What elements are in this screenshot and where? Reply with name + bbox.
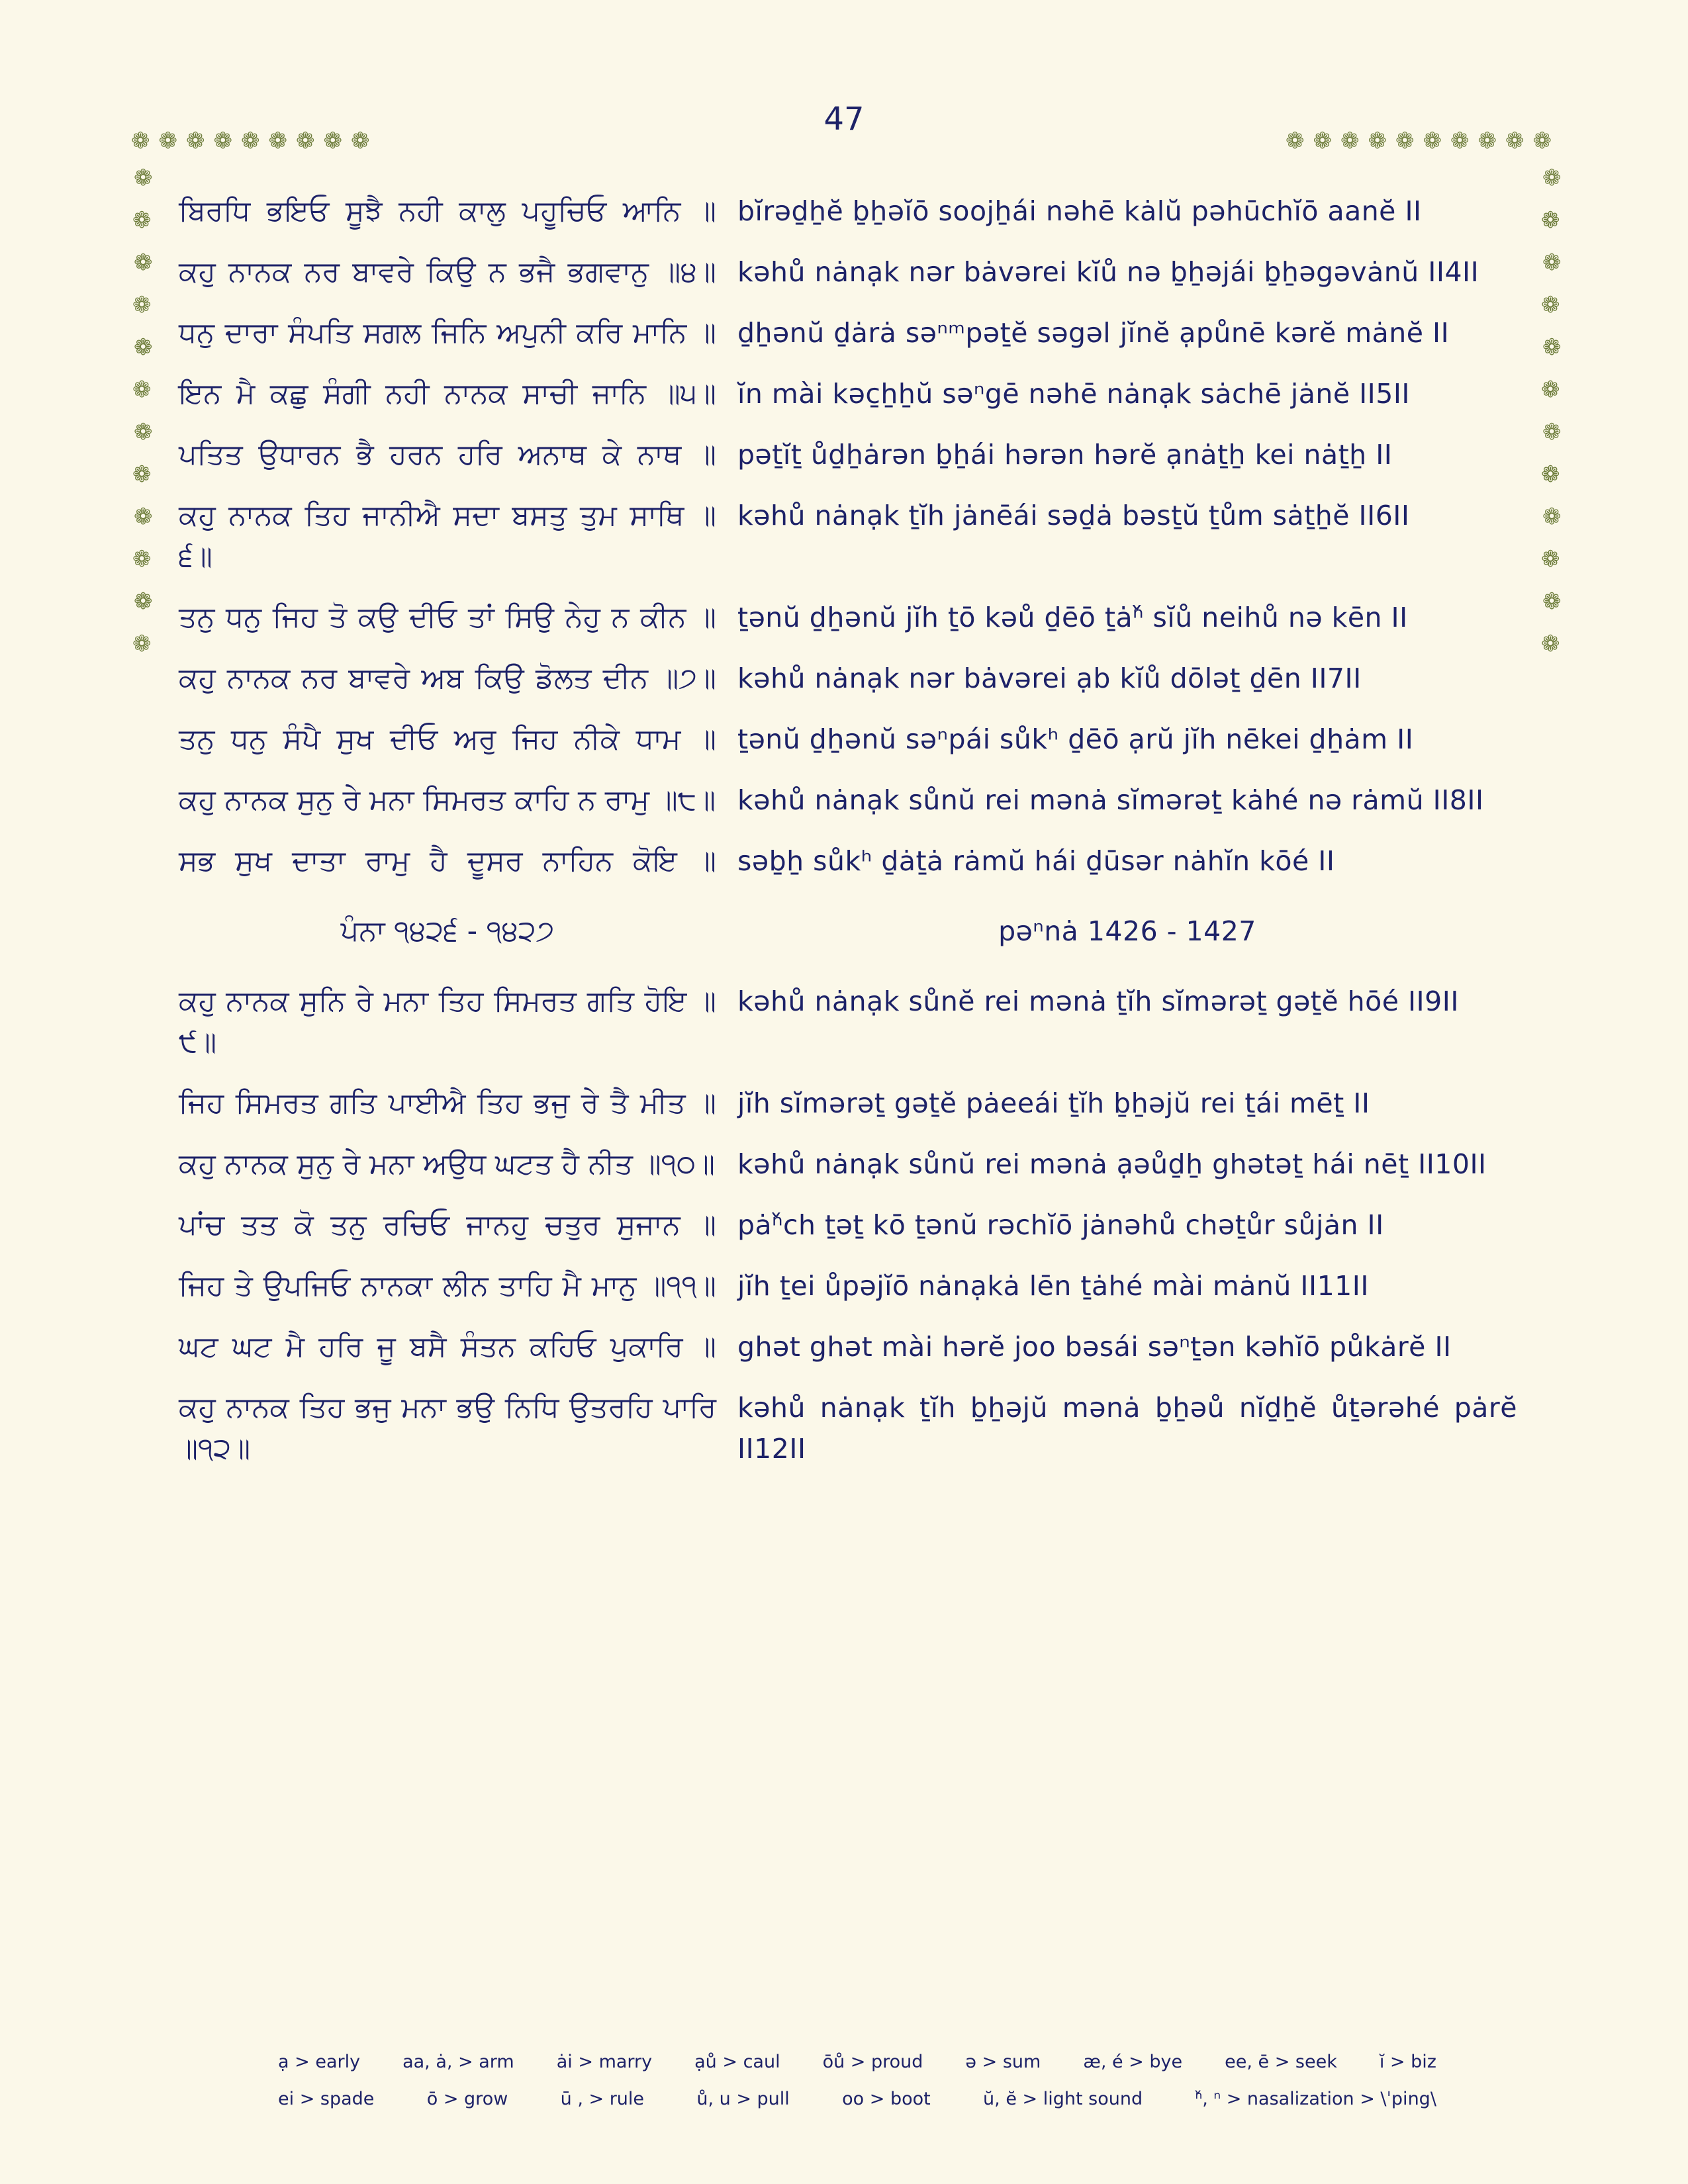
gurmukhi-line: ਕਹੁ ਨਾਨਕ ਸੁਨਿ ਰੇ ਮਨਾ ਤਿਹ ਸਿਮਰਤ ਗਤਿ ਹੋਇ ॥੯॥ bbox=[179, 985, 716, 1059]
transliteration-line: ṯənŭ ḏẖənŭ səⁿpái sůkʰ ḏēō ạrŭ jĭh nēkei ḏẖȧm II bbox=[737, 723, 1414, 755]
flower-icon: ❁ bbox=[1395, 128, 1415, 154]
guide-item: ⁿ̌, ⁿ > nasalization > \ˈping\ bbox=[1195, 2089, 1436, 2109]
flower-icon: ❁ bbox=[1542, 165, 1562, 191]
gurmukhi-line: ਕਹੁ ਨਾਨਕ ਨਰ ਬਾਵਰੇ ਅਬ ਕਿਉ ਡੋਲਤ ਦੀਨ ॥੭॥ bbox=[179, 662, 716, 695]
panna-gurmukhi: ਪੰਨਾ ੧੪੨੬ - ੧੪੨੭ bbox=[340, 915, 555, 948]
flower-icon: ❁ bbox=[241, 128, 260, 154]
flower-icon: ❁ bbox=[268, 128, 287, 154]
gurmukhi-line: ਸਭ ਸੁਖ ਦਾਤਾ ਰਾਮੁ ਹੈ ਦੂਸਰ ਨਾਹਿਨ ਕੋਇ ॥ bbox=[179, 844, 716, 878]
border-top-right bbox=[1286, 130, 1552, 152]
flower-icon: ❁ bbox=[1313, 128, 1332, 154]
guide-item: ū , > rule bbox=[560, 2089, 645, 2109]
flower-icon: ❁ bbox=[1541, 292, 1560, 318]
gurmukhi-line: ਜਿਹ ਸਿਮਰਤ ਗਤਿ ਪਾਈਐ ਤਿਹ ਭਜੁ ਰੇ ਤੈ ਮੀਤ ॥ bbox=[179, 1087, 716, 1120]
flower-icon: ❁ bbox=[158, 128, 177, 154]
guide-item: ĭ > biz bbox=[1379, 2052, 1436, 2072]
gurmukhi-line: ਕਹੁ ਨਾਨਕ ਸੁਨੁ ਰੇ ਮਨਾ ਅਉਧ ਘਟਤ ਹੈ ਨੀਤ ॥੧੦॥ bbox=[179, 1148, 715, 1181]
flower-icon: ❁ bbox=[1477, 128, 1497, 154]
verse-grid bbox=[179, 191, 1517, 1489]
guide-item: ə > sum bbox=[965, 2052, 1041, 2072]
guide-item: æ, é > bye bbox=[1083, 2052, 1183, 2072]
transliteration-line: ḏẖənŭ ḏȧrȧ səⁿᵐpəṯĕ səgəl jĭnĕ ạpůnē kərĕ mȧnĕ II bbox=[737, 317, 1450, 349]
gurmukhi-line: ਬਿਰਧਿ ਭਇਓ ਸੂਝੈ ਨਹੀ ਕਾਲੁ ਪਹੂਚਿਓ ਆਨਿ ॥ bbox=[179, 195, 716, 228]
flower-icon: ❁ bbox=[1541, 207, 1560, 234]
flower-icon: ❁ bbox=[1450, 128, 1470, 154]
flower-icon: ❁ bbox=[1542, 250, 1562, 276]
flower-icon: ❁ bbox=[1532, 128, 1552, 154]
flower-icon: ❁ bbox=[1542, 419, 1562, 445]
flower-icon: ❁ bbox=[1423, 128, 1442, 154]
transliteration-line: kəhů nȧnạk sůnŭ rei mənȧ sĭmərəṯ kȧhé nə rȧmŭ II8II bbox=[737, 784, 1484, 816]
gurmukhi-line: ਕਹੁ ਨਾਨਕ ਤਿਹ ਜਾਨੀਐ ਸਦਾ ਬਸਤੁ ਤੁਮ ਸਾਥਿ ॥੬॥ bbox=[179, 499, 716, 573]
pronunciation-guide-row-1 bbox=[278, 2052, 1436, 2072]
gurmukhi-line: ਪਤਿਤ ਉਧਾਰਨ ਭੈ ਹਰਨ ਹਰਿ ਅਨਾਥ ਕੇ ਨਾਥ ॥ bbox=[179, 438, 716, 471]
guide-item: aa, ȧ, > arm bbox=[402, 2052, 514, 2072]
transliteration-line: jĭh ṯei ůpəjĭō nȧnạkȧ lēn ṯȧhé mài mȧnŭ II11II bbox=[737, 1270, 1369, 1302]
gurmukhi-line: ਧਨੁ ਦਾਰਾ ਸੰਪਤਿ ਸਗਲ ਜਿਨਿ ਅਪੁਨੀ ਕਰਿ ਮਾਨਿ ॥ bbox=[179, 316, 716, 349]
flower-icon: ❁ bbox=[134, 334, 153, 361]
flower-icon: ❁ bbox=[213, 128, 232, 154]
border-top-left bbox=[131, 130, 370, 152]
flower-icon: ❁ bbox=[132, 631, 152, 657]
flower-icon: ❁ bbox=[1542, 334, 1562, 361]
page-number: 47 bbox=[823, 101, 865, 138]
gurmukhi-line: ਤਨੁ ਧਨੁ ਜਿਹ ਤੋ ਕਉ ਦੀਓ ਤਾਂ ਸਿਉ ਨੇਹੁ ਨ ਕੀਨ ॥ bbox=[179, 601, 716, 634]
gurmukhi-line: ਘਟ ਘਟ ਮੈ ਹਰਿ ਜੂ ਬਸੈ ਸੰਤਨ ਕਹਿਓ ਪੁਕਾਰਿ ॥ bbox=[179, 1330, 716, 1363]
guide-item: ạ > early bbox=[278, 2052, 361, 2072]
flower-icon: ❁ bbox=[1340, 128, 1360, 154]
transliteration-line: kəhů nȧnạk ṯĭh ḇẖəjŭ mənȧ ḇẖəů nĭḏẖĕ ůṯərəhé pȧrĕ II12II bbox=[737, 1392, 1517, 1465]
gurmukhi-line: ਕਹੁ ਨਾਨਕ ਸੁਨੁ ਰੇ ਮਨਾ ਸਿਮਰਤ ਕਾਹਿ ਨ ਰਾਮੁ ॥੮॥ bbox=[179, 784, 716, 817]
guide-item: ee, ē > seek bbox=[1225, 2052, 1337, 2072]
transliteration-line: pəṯĭṯ ůḏẖȧrən ḇẖái hərən hərĕ ạnȧṯẖ kei nȧṯẖ II bbox=[737, 439, 1393, 471]
flower-icon: ❁ bbox=[134, 588, 153, 615]
flower-icon: ❁ bbox=[134, 419, 153, 445]
flower-icon: ❁ bbox=[132, 377, 152, 403]
transliteration-line: ĭn mài kəc̱ẖẖŭ səⁿgē nəhē nȧnạk sȧchē jȧnĕ II5II bbox=[737, 378, 1411, 410]
flower-icon: ❁ bbox=[1541, 377, 1560, 403]
transliteration-line: səḇẖ sůkʰ ḏȧṯȧ rȧmŭ hái ḏūsər nȧhĭn kōé II bbox=[737, 845, 1335, 877]
flower-icon: ❁ bbox=[132, 461, 152, 488]
flower-icon: ❁ bbox=[1541, 546, 1560, 572]
guide-item: ȧi > marry bbox=[556, 2052, 653, 2072]
panna-latin: pəⁿnȧ 1426 - 1427 bbox=[998, 915, 1256, 947]
flower-icon: ❁ bbox=[134, 165, 153, 191]
guide-item: ei > spade bbox=[278, 2089, 375, 2109]
transliteration-line: pȧⁿ̌ch ṯəṯ kō ṯənŭ rəchĭō jȧnəhů chəṯůr sůjȧn II bbox=[737, 1209, 1384, 1241]
transliteration-line: kəhů nȧnạk nər bȧvərei kĭů nə ḇẖəjái ḇẖəgəvȧnŭ II4II bbox=[737, 256, 1479, 288]
transliteration-line: kəhů nȧnạk sůnŭ rei mənȧ ạəůḏẖ ghətəṯ hái nēṯ II10II bbox=[737, 1148, 1487, 1180]
gurmukhi-line: ਪਾਂਚ ਤਤ ਕੋ ਤਨੁ ਰਚਿਓ ਜਾਨਹੁ ਚਤੁਰ ਸੁਜਾਨ ॥ bbox=[179, 1208, 716, 1242]
transliteration-line: ghət ghət mài hərĕ joo bəsái səⁿṯən kəhĭō půkȧrĕ II bbox=[737, 1331, 1452, 1363]
guide-item: oo > boot bbox=[842, 2089, 931, 2109]
flower-icon: ❁ bbox=[186, 128, 205, 154]
guide-item: ạů > caul bbox=[694, 2052, 780, 2072]
flower-icon: ❁ bbox=[1505, 128, 1524, 154]
flower-icon: ❁ bbox=[132, 292, 152, 318]
flower-icon: ❁ bbox=[132, 546, 152, 572]
flower-icon: ❁ bbox=[351, 128, 370, 154]
flower-icon: ❁ bbox=[131, 128, 150, 154]
guide-item: ō > grow bbox=[426, 2089, 508, 2109]
transliteration-line: kəhů nȧnạk sůnĕ rei mənȧ ṯĭh sĭmərəṯ gəṯĕ hōé II9II bbox=[737, 985, 1459, 1017]
pronunciation-guide-row-2 bbox=[278, 2089, 1436, 2109]
transliteration-line: jĭh sĭmərəṯ gəṯĕ pȧeeái ṯĭh ḇẖəjŭ rei ṯái mēṯ II bbox=[737, 1087, 1370, 1119]
transliteration-line: kəhů nȧnạk nər bȧvərei ạb kĭů dōləṯ ḏēn II7II bbox=[737, 662, 1362, 694]
gurmukhi-line: ਕਹੁ ਨਾਨਕ ਨਰ ਬਾਵਰੇ ਕਿਉ ਨ ਭਜੈ ਭਗਵਾਨੁ ॥੪॥ bbox=[179, 255, 716, 289]
gurmukhi-line: ਜਿਹ ਤੇ ਉਪਜਿਓ ਨਾਨਕਾ ਲੀਨ ਤਾਹਿ ਮੈ ਮਾਨੁ ॥੧੧॥ bbox=[179, 1269, 716, 1302]
gurmukhi-line: ਤਨੁ ਧਨੁ ਸੰਪੈ ਸੁਖ ਦੀਓ ਅਰੁ ਜਿਹ ਨੀਕੇ ਧਾਮ ॥ bbox=[179, 723, 716, 756]
guide-item: ōů > proud bbox=[822, 2052, 923, 2072]
transliteration-line: ṯənŭ ḏẖənŭ jĭh ṯō kəů ḏēō ṯȧⁿ̌ sĭů neihů nə kēn II bbox=[737, 602, 1408, 633]
gurmukhi-line: ਇਨ ਮੈ ਕਛੁ ਸੰਗੀ ਨਹੀ ਨਾਨਕ ਸਾਚੀ ਜਾਨਿ ॥੫॥ bbox=[179, 377, 716, 410]
flower-icon: ❁ bbox=[1541, 461, 1560, 488]
border-left bbox=[132, 167, 152, 655]
guide-item: ů, u > pull bbox=[696, 2089, 790, 2109]
flower-icon: ❁ bbox=[323, 128, 342, 154]
flower-icon: ❁ bbox=[134, 504, 153, 530]
flower-icon: ❁ bbox=[132, 207, 152, 234]
flower-icon: ❁ bbox=[1368, 128, 1387, 154]
gurmukhi-line: ਕਹੁ ਨਾਨਕ ਤਿਹ ਭਜੁ ਮਨਾ ਭਉ ਨਿਧਿ ਉਤਰਹਿ ਪਾਰਿ ॥੧੨॥ bbox=[179, 1391, 716, 1465]
border-right bbox=[1541, 167, 1560, 655]
guide-item: ŭ, ĕ > light sound bbox=[983, 2089, 1143, 2109]
transliteration-line: bĭrəḏẖĕ ḇẖəĭō soojẖái nəhē kȧlŭ pəhūchĭō aanĕ II bbox=[737, 195, 1422, 227]
flower-icon: ❁ bbox=[134, 250, 153, 276]
flower-icon: ❁ bbox=[1542, 588, 1562, 615]
flower-icon: ❁ bbox=[1542, 504, 1562, 530]
flower-icon: ❁ bbox=[1541, 631, 1560, 657]
flower-icon: ❁ bbox=[296, 128, 315, 154]
flower-icon: ❁ bbox=[1286, 128, 1305, 154]
transliteration-line: kəhů nȧnạk ṯĭh jȧnēái səḏȧ bəsṯŭ ṯům sȧṯẖĕ II6II bbox=[737, 500, 1410, 531]
